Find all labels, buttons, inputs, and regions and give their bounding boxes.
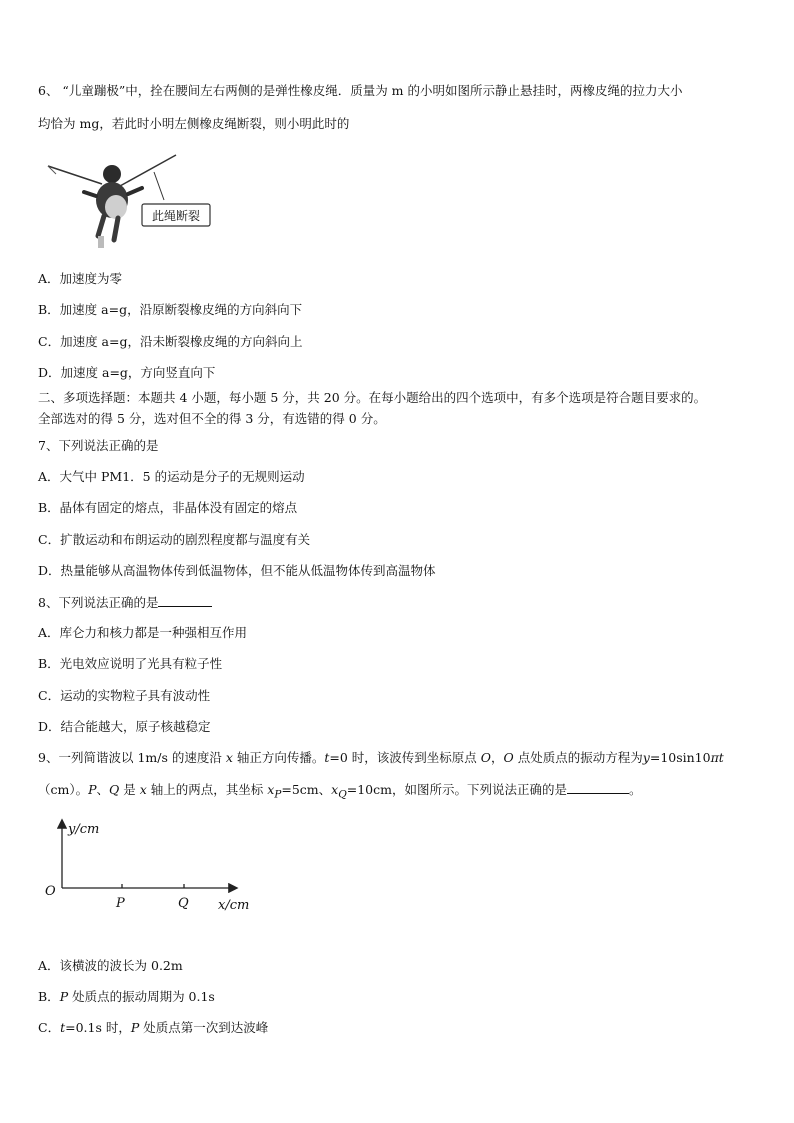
origin-label: O <box>45 884 56 899</box>
option-text: 处质点第一次到达波峰 <box>139 1020 269 1035</box>
q9-equation: =10sin10 <box>649 750 711 765</box>
q9-var-o: O <box>480 750 492 765</box>
q6-stem-line1: 6、 “儿童蹦极”中，拴在腰间左右两侧的是弹性橡皮绳．质量为 m 的小明如图所示静止悬挂时，两橡皮绳的拉力大小 <box>38 83 683 98</box>
q9-var-x: x <box>225 750 233 765</box>
q9-var-o: O <box>503 750 514 765</box>
bungee-child-photo <box>44 152 216 252</box>
q9-text: 点处质点的振动方程为 <box>513 750 643 765</box>
q9-text: 轴正方向传播。 <box>232 750 325 765</box>
q9-sub-p: P <box>274 788 282 801</box>
x-axis-label: x/cm <box>218 898 250 913</box>
q9-var-t: t <box>324 750 330 765</box>
q9-stem-line2 <box>38 781 641 803</box>
q9-stem-line1 <box>38 750 724 766</box>
q9-var-x: x <box>267 782 275 797</box>
answer-blank <box>158 594 212 607</box>
q8-stem <box>38 594 212 611</box>
q9-var-p: P <box>130 1020 140 1035</box>
q6-option-c: C．加速度 a=g，沿未断裂橡皮绳的方向斜向上 <box>38 334 303 349</box>
q-label: Q <box>178 896 189 911</box>
q9-text: 轴上的两点，其坐标 <box>146 782 268 797</box>
q9-text: =5cm、 <box>281 782 332 797</box>
q6-option-d: D．加速度 a=g，方向竖直向下 <box>38 365 216 380</box>
y-axis-label: y/cm <box>68 822 100 837</box>
option-text: 处质点的振动周期为 0.1s <box>68 989 215 1004</box>
q7-option-d: D．热量能够从高温物体传到低温物体，但不能从低温物体传到高温物体 <box>38 563 436 578</box>
q9-var-t: t <box>60 1020 66 1035</box>
q9-text: =10cm，如图所示。下列说法正确的是 <box>346 782 567 797</box>
q9-text: 是 <box>119 782 140 797</box>
q9-var-p: P <box>88 782 97 797</box>
q7-stem: 7、下列说法正确的是 <box>38 438 159 453</box>
q9-var-x: x <box>331 782 339 797</box>
q8-option-c: C．运动的实物粒子具有波动性 <box>38 688 211 703</box>
q9-text: 的速度沿 <box>167 750 226 765</box>
q9-sub-q: Q <box>338 788 347 801</box>
p-label: P <box>116 896 125 911</box>
q8-option-a: A．库仑力和核力都是一种强相互作用 <box>38 625 248 640</box>
wave-axis-diagram <box>40 815 270 915</box>
q8-option-b: B．光电效应说明了光具有粒子性 <box>38 656 223 671</box>
q9-var-q: Q <box>109 782 120 797</box>
q9-text: 、 <box>96 782 110 797</box>
q6-option-b: B．加速度 a=g，沿原断裂橡皮绳的方向斜向下 <box>38 302 303 317</box>
q9-pi-t: πt <box>710 750 724 765</box>
q9-text: 9、一列简谐波以 <box>38 750 138 765</box>
q8-option-d: D．结合能越大，原子核越稳定 <box>38 719 211 734</box>
q8-stem-text: 8、下列说法正确的是 <box>38 595 159 610</box>
q9-var-x: x <box>139 782 147 797</box>
q7-option-a: A．大气中 PM1．5 的运动是分子的无规则运动 <box>38 469 305 484</box>
option-letter: B． <box>38 989 60 1004</box>
q9-option-b <box>38 989 215 1005</box>
option-text: =0.1s 时， <box>65 1020 131 1035</box>
rope-break-label: 此绳断裂 <box>151 209 201 223</box>
q9-text: =0 时，该波传到坐标原点 <box>329 750 481 765</box>
q6-option-a: A．加速度为零 <box>38 271 123 286</box>
q9-option-c <box>38 1020 268 1036</box>
q9-option-a: A．该横波的波长为 0.2m <box>38 958 183 973</box>
answer-blank <box>567 781 629 794</box>
q9-speed: 1m/s <box>137 750 168 765</box>
q9-var-p: P <box>59 989 69 1004</box>
section2-line2: 全部选对的得 5 分，选对但不全的得 3 分，有选错的得 0 分。 <box>38 411 386 426</box>
option-letter: C． <box>38 1020 61 1035</box>
q6-stem-line2: 均恰为 mg，若此时小明左侧橡皮绳断裂，则小明此时的 <box>38 116 350 131</box>
q9-text: ， <box>491 750 504 765</box>
q9-text: （cm）。 <box>38 782 89 797</box>
q9-var-y: y <box>642 750 650 765</box>
q7-option-c: C．扩散运动和布朗运动的剧烈程度都与温度有关 <box>38 532 311 547</box>
section2-line1: 二、多项选择题：本题共 4 小题，每小题 5 分，共 20 分。在每小题给出的四个选项中，有多个选项是符合题目要求的。 <box>38 390 707 405</box>
q9-text: 。 <box>628 782 642 797</box>
q7-option-b: B．晶体有固定的熔点，非晶体没有固定的熔点 <box>38 500 298 515</box>
